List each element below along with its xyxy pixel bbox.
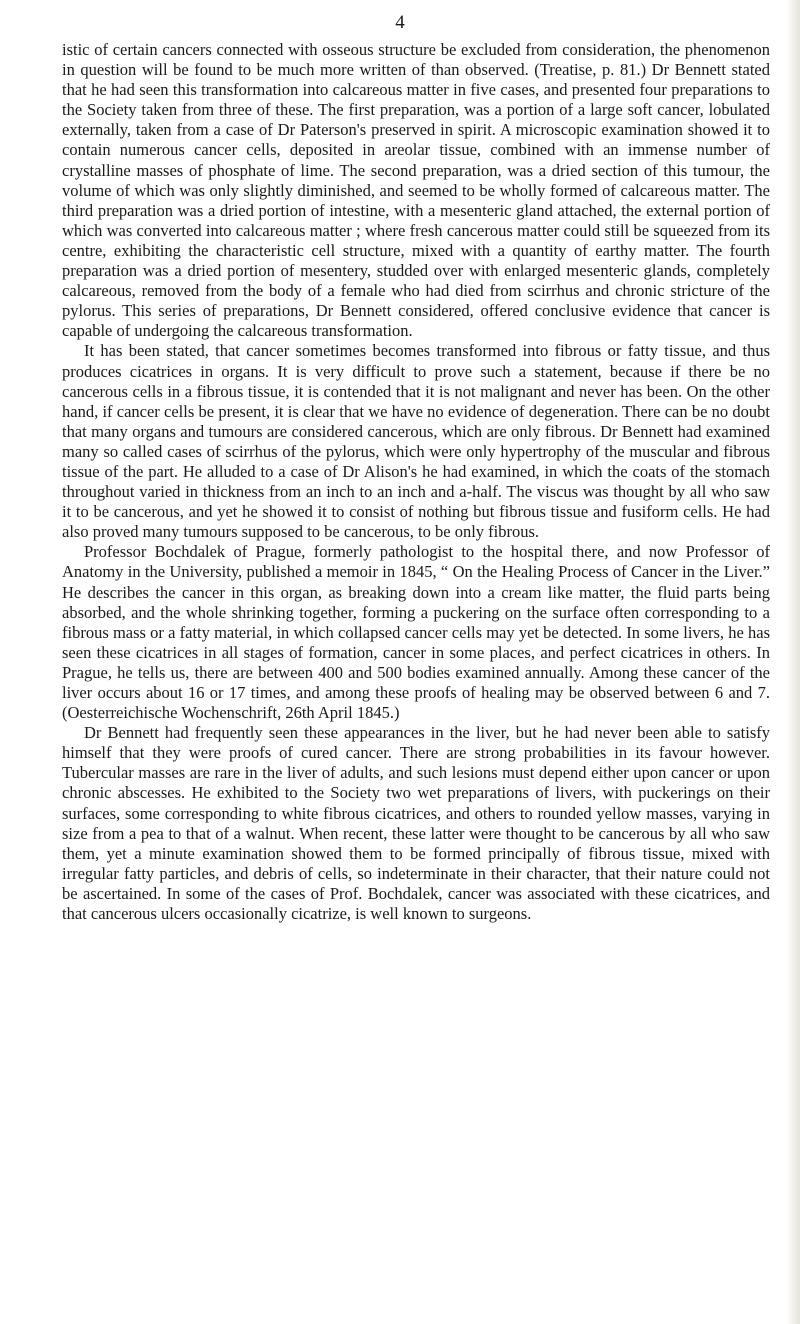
page-number: 4 [395, 12, 405, 33]
paragraph-liver-cicatrices: Dr Bennett had frequently seen these appearances in the liver, but he had never been able to satisfy himself that they were proofs of cured cancer. There are strong probabilities in its favour however. Tubercular masses are rare in the liver of adults, and such lesions must depend either upon cancer or upon chronic abscesses. He exhibited to the Society two wet preparations of livers, with puckerings on their surfaces, some corresponding to white fibrous cicatrices, and others to rounded yellow masses, varying in size from a pea to that of a walnut. When recent, these latter were thought to be cancerous by all who saw them, yet a minute examination showed them to be formed principally of fibrous tissue, mixed with irregular fatty particles, and debris of cells, so indeterminate in their character, that their nature could not be ascertained. In some of the cases of Prof. Bochdalek, cancer was associated with these cicatrices, and that cancerous ulcers occasionally cicatrize, is well known to surgeons. [62, 723, 770, 924]
paragraph-fibrous-transformation: It has been stated, that cancer sometimes becomes transformed into fibrous or fatty tissue, and thus produces cicatrices in organs. It is very difficult to prove such a statement, because if there be no cancerous cells in a fibrous tissue, it is contended that it is not malignant and never has been. On the other hand, if cancer cells be present, it is clear that we have no evidence of degeneration. There can be no doubt that many organs and tumours are considered cancerous, which are only fibrous. Dr Bennett had examined many so called cases of scirrhus of the pylorus, which were only hypertrophy of the muscular and fibrous tissue of the part. He alluded to a case of Dr Alison's he had examined, in which the coats of the stomach throughout varied in thickness from an inch to an inch and a-half. The viscus was thought by all who saw it to be cancerous, and yet he showed it to consist of nothing but fibrous tissue and fusiform cells. He had also proved many tumours supposed to be cancerous, to be only fibrous. [62, 341, 770, 542]
paragraph-calcareous-transformation: istic of certain cancers connected with osseous structure be excluded from consideration, the phenomenon in question will be found to be much more written of than observed. (Treatise, p. 81.) Dr Bennett stated that he had seen this transformation into calcareous matter in five cases, and presented four preparations to the Society taken from three of these. The first preparation, was a portion of a large soft cancer, lobulated externally, taken from a case of Dr Paterson's preserved in spirit. A microscopic examination showed it to contain numerous cancer cells, deposited in areolar tissue, combined with an immense number of crystalline masses of phosphate of lime. The second preparation, was a dried section of this tumour, the volume of which was only slightly diminished, and seemed to be wholly formed of calcareous matter. The third preparation was a dried portion of intestine, with a mesenteric gland attached, the external portion of which was converted into calcareous matter ; where fresh cancerous matter could still be squeezed from its centre, exhibiting the characteristic cell structure, mixed with a quantity of earthy matter. The fourth preparation was a dried portion of mesentery, studded over with enlarged mesenteric glands, completely calcareous, removed from the body of a female who had died from scirrhus and chronic stricture of the pylorus. This series of preparations, Dr Bennett considered, offered conclusive evidence that cancer is capable of undergoing the calcareous transformation. [62, 40, 770, 341]
page-edge-shadow [786, 0, 800, 1324]
body-text [62, 40, 770, 924]
paragraph-bochdalek-memoir: Professor Bochdalek of Prague, formerly pathologist to the hospital there, and now Professor of Anatomy in the University, published a memoir in 1845, “ On the Healing Process of Cancer in the Liver.” He describes the cancer in this organ, as breaking down into a cream like matter, the fluid parts being absorbed, and the whole shrinking together, forming a puckering on the surface often corresponding to a fibrous mass or a fatty material, in which collapsed cancer cells may yet be detected. In some livers, he has seen these cicatrices in all stages of formation, cancer in some places, and perfect cicatrices in others. In Prague, he tells us, there are between 400 and 500 bodies examined annually. Among these cancer of the liver occurs about 16 or 17 times, and among these proofs of healing may be observed between 6 and 7. (Oesterreichische Wochenschrift, 26th April 1845.) [62, 542, 770, 723]
